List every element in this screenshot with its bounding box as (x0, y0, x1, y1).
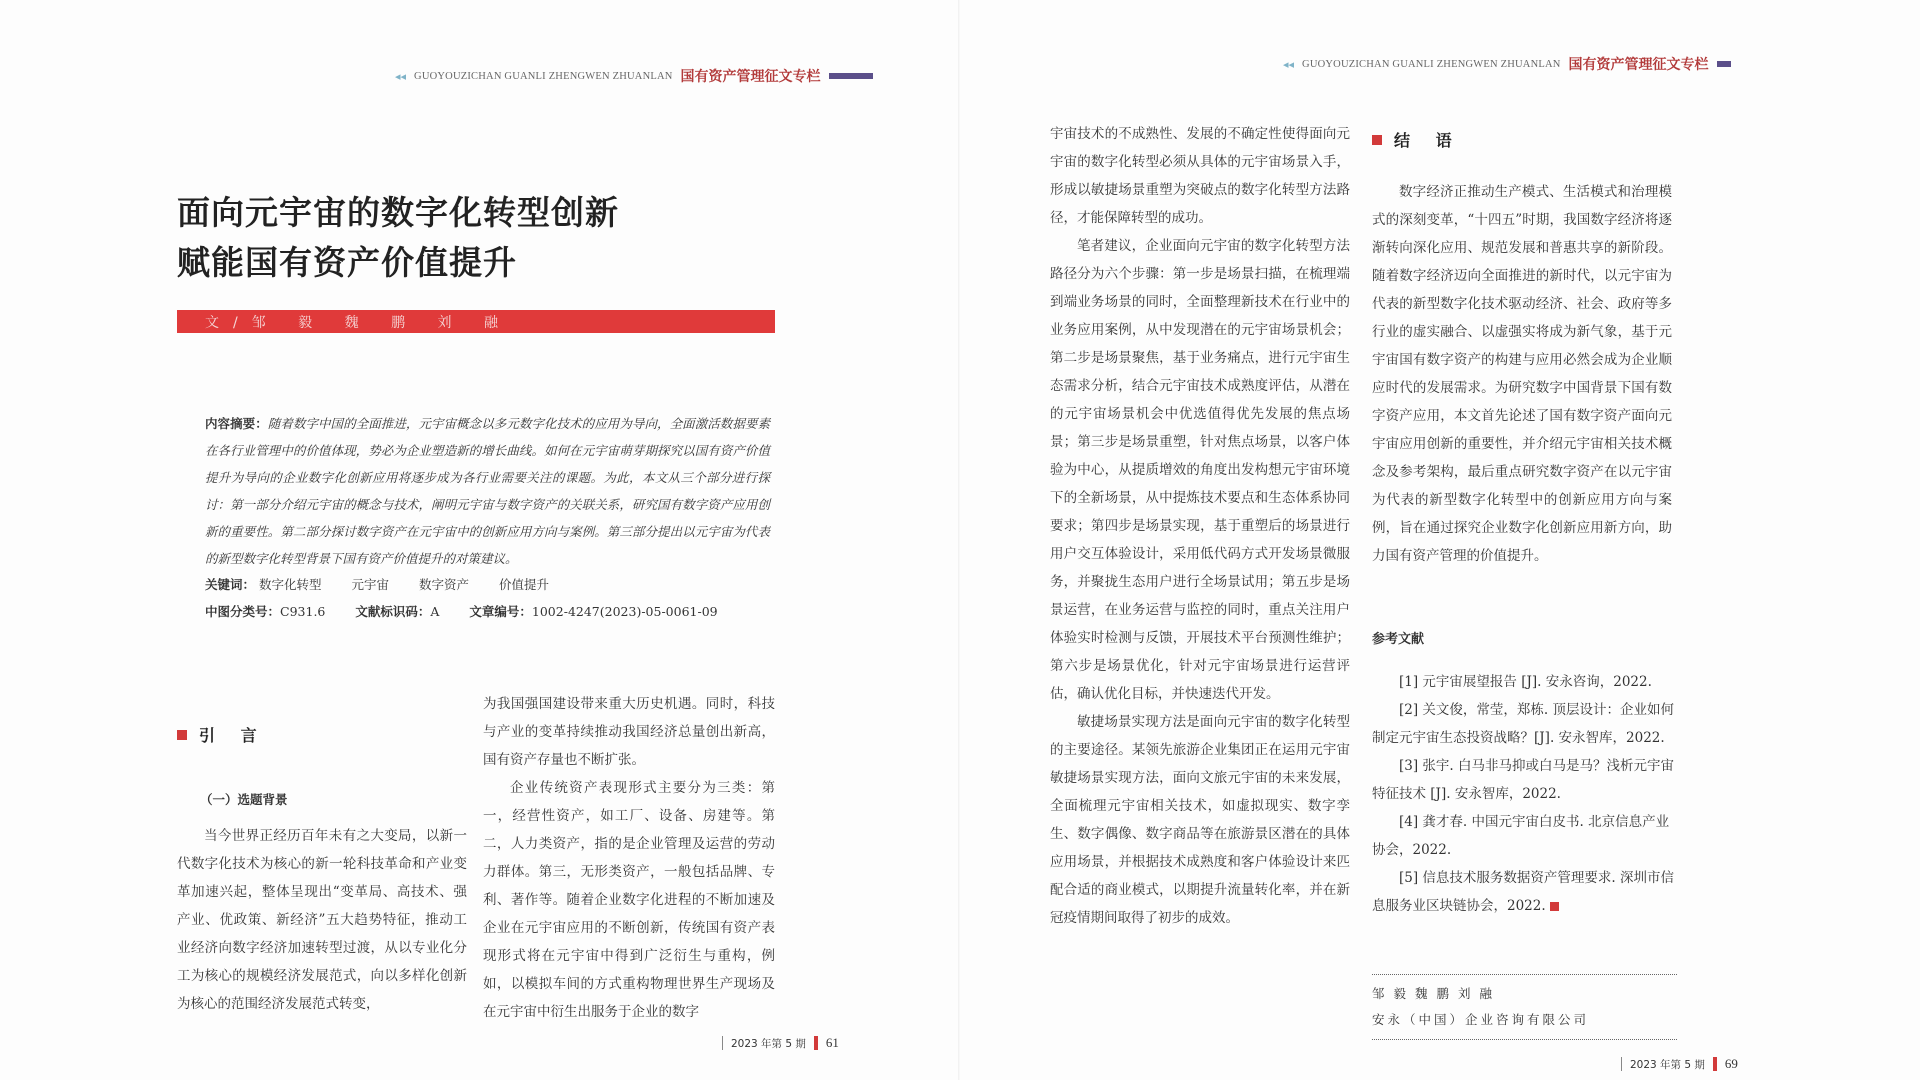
references-list (1372, 668, 1677, 920)
abstract (205, 410, 770, 572)
keywords-label: 关键词： (205, 577, 256, 592)
reference-item: [1] 元宇宙展望报告 [J]. 安永咨询，2022. (1399, 674, 1652, 690)
article-number-label: 文章编号： (469, 604, 532, 619)
body-column-2 (483, 690, 775, 1026)
paragraph: 敏捷场景实现方法是面向元宇宙的数字化转型的主要途径。某领先旅游企业集团正在运用元宇宙敏捷场景实现方法，面向文旅元宇宙的未来发展，全面梳理元宇宙相关技术，如虚拟现实、数字孪生、数字偶像、数字商品等在旅游景区潜在的具体应用场景，并根据技术成熟度和客户体验设计来匹配合适的商业模式，以期提升流量转化率，并在新冠疫情期间取得了初步的成效。 (1050, 714, 1350, 926)
header-pinyin: GUOYOUZICHAN GUANLI ZHENGWEN ZHUANLAN (1302, 58, 1561, 70)
doccode-label: 文献标识码： (355, 604, 431, 619)
author-organization: 安永（中国）企业咨询有限公司 (1372, 1012, 1590, 1027)
abstract-label: 内容摘要： (205, 416, 268, 431)
section-heading-text: 结 语 (1394, 131, 1462, 150)
section-marker-icon (177, 730, 187, 740)
footer-divider (1621, 1057, 1622, 1071)
page-footer (722, 1035, 839, 1051)
reference-item: [3] 张宇. 白马非马抑或白马是马？浅析元宇宙特征技术 [J]. 安永智库，2022. (1372, 758, 1674, 802)
reference-text: [5] 信息技术服务数据资产管理要求. 深圳市信息服务业区块链协会，2022. (1372, 870, 1674, 914)
footer-accent-bar (814, 1036, 818, 1050)
author-byline: 文/邹 毅 魏 鹏 刘 融 (205, 314, 512, 331)
keyword: 数字资产 (419, 577, 470, 592)
classification-line (205, 602, 744, 620)
running-header (395, 66, 873, 86)
keyword: 元宇宙 (351, 577, 390, 592)
body-column-1 (177, 822, 467, 1018)
end-mark-icon (1550, 902, 1559, 911)
header-column-name: 国有资产管理征文专栏 (680, 69, 821, 85)
body-column-right-1 (1050, 120, 1350, 932)
double-chevron-icon: ◂◂ (1283, 57, 1295, 71)
reference-item: [2] 关文俊，常莹，郑栋. 顶层设计：企业如何制定元宇宙生态投资战略？[J]. 安永智库，2022. (1372, 702, 1674, 746)
paragraph: 宇宙技术的不成熟性、发展的不确定性使得面向元宇宙的数字化转型必须从具体的元宇宙场景入手，形成以敏捷场景重塑为突破点的数字化转型方法路径，才能保障转型的成功。 (1050, 126, 1350, 226)
keywords-line (205, 575, 575, 593)
article-title (177, 188, 619, 288)
keyword: 数字化转型 (259, 577, 322, 592)
class-label: 中图分类号： (205, 604, 281, 619)
subsection-heading: （一）选题背景 (200, 792, 288, 807)
double-chevron-icon: ◂◂ (395, 69, 407, 83)
author-names: 邹毅魏鹏刘融 (1372, 986, 1502, 1001)
section-heading-intro (177, 723, 267, 746)
header-column-name: 国有资产管理征文专栏 (1568, 57, 1709, 73)
section-marker-icon (1372, 135, 1382, 145)
footer-issue: 2023 年第 5 期 (1630, 1058, 1705, 1071)
references-heading: 参考文献 (1372, 632, 1425, 647)
article-number-value: 1002-4247(2023)-05-0061-09 (531, 604, 718, 619)
page-footer (1621, 1056, 1738, 1072)
doccode-value: A (430, 604, 440, 619)
header-accent-bar (1717, 61, 1731, 67)
running-header (1283, 54, 1731, 74)
reference-item (1372, 864, 1677, 920)
title-line-2: 赋能国有资产价值提升 (177, 243, 517, 282)
paragraph: 数字经济正推动生产模式、生活模式和治理模式的深刻变革，“十四五”时期，我国数字经济将逐渐转向深化应用、规范发展和普惠共享的新阶段。随着数字经济迈向全面推进的新时代，以元宇宙为代表的新型数字化技术驱动经济、社会、政府等多行业的虚实融合、以虚强实将成为新气象，基于元宇宙国有数字资产的构建与应用必然会成为企业顺应时代的发展需求。为研究数字中国背景下国有数字资产应用，本文首先论述了国有数字资产面向元宇宙应用创新的重要性，并介绍元宇宙相关技术概念及参考架构，最后重点研究数字资产在以元宇宙为代表的新型数字化转型中的创新应用方向与案例，旨在通过探究企业数字化创新应用新方向，助力国有资产管理的价值提升。 (1372, 184, 1672, 564)
footer-accent-bar (1713, 1057, 1717, 1071)
header-pinyin: GUOYOUZICHAN GUANLI ZHENGWEN ZHUANLAN (414, 70, 673, 82)
abstract-text: 随着数字中国的全面推进，元宇宙概念以多元数字化技术的应用为导向，全面激活数据要素在各行业管理中的价值体现，势必为企业塑造新的增长曲线。如何在元宇宙萌芽期探究以国有资产价值提升为导向的企业数字化创新应用将逐步成为各行业需要关注的课题。为此，本文从三个部分进行探讨：第一部分介绍元宇宙的概念与技术，阐明元宇宙与数字资产的关联关系，研究国有数字资产应用创新的重要性。第二部分探讨数字资产在元宇宙中的创新应用方向与案例。第三部分提出以元宇宙为代表的新型数字化转型背景下国有资产价值提升的对策建议。 (205, 416, 770, 566)
reference-item: [4] 龚才春. 中国元宇宙白皮书. 北京信息产业协会，2022. (1372, 814, 1670, 858)
author-info-box (1372, 974, 1677, 1040)
paragraph: 为我国强国建设带来重大历史机遇。同时，科技与产业的变革持续推动我国经济总量创出新高，国有资产存量也不断扩张。 (483, 696, 775, 768)
class-value: C931.6 (280, 604, 326, 619)
keyword: 价值提升 (499, 577, 550, 592)
section-heading-text: 引 言 (199, 726, 267, 745)
footer-issue: 2023 年第 5 期 (731, 1037, 806, 1050)
page-number: 61 (825, 1035, 839, 1050)
footer-divider (722, 1036, 723, 1050)
conclusion-text (1372, 178, 1672, 570)
paragraph: 企业传统资产表现形式主要分为三类：第一，经营性资产，如工厂、设备、房建等。第二，人力类资产，指的是企业管理及运营的劳动力群体。第三，无形类资产，一般包括品牌、专利、著作等。随着企业数字化进程的不断加速及企业在元宇宙应用的不断创新，传统国有资产表现形式将在元宇宙中得到广泛衍生与重构，例如，以模拟车间的方式重构物理世界生产现场及在元宇宙中衍生出服务于企业的数字 (483, 780, 775, 1020)
header-accent-bar (829, 73, 873, 79)
paragraph: 笔者建议，企业面向元宇宙的数字化转型方法路径分为六个步骤：第一步是场景扫描，在梳理端到端业务场景的同时，全面整理新技术在行业中的业务应用案例，从中发现潜在的元宇宙场景机会；第二步是场景聚焦，基于业务痛点，进行元宇宙生态需求分析，结合元宇宙技术成熟度评估，从潜在的元宇宙场景机会中优选值得优先发展的焦点场景；第三步是场景重塑，针对焦点场景，以客户体验为中心，从提质增效的角度出发构想元宇宙环境下的全新场景，从中提炼技术要点和生态体系协同要求；第四步是场景实现，基于重塑后的场景进行用户交互体验设计，采用低代码方式开发场景微服务，并聚拢生态用户进行全场景试用；第五步是场景运营，在业务运营与监控的同时，重点关注用户体验实时检测与反馈，开展技术平台预测性维护；第六步是场景优化，针对元宇宙场景进行运营评估，确认优化目标，并快速迭代开发。 (1050, 238, 1350, 702)
section-heading-conclusion (1372, 128, 1462, 151)
page-number: 69 (1724, 1056, 1738, 1071)
paragraph: 当今世界正经历百年未有之大变局，以新一代数字化技术为核心的新一轮科技革命和产业变革加速兴起，整体呈现出“变革局、高技术、强产业、优政策、新经济”五大趋势特征，推动工业经济向数字经济加速转型过渡，从以专业化分工为核心的规模经济发展范式，向以多样化创新为核心的范围经济发展范式转变， (177, 828, 467, 1012)
author-banner (177, 310, 775, 333)
title-line-1: 面向元宇宙的数字化转型创新 (177, 193, 619, 232)
